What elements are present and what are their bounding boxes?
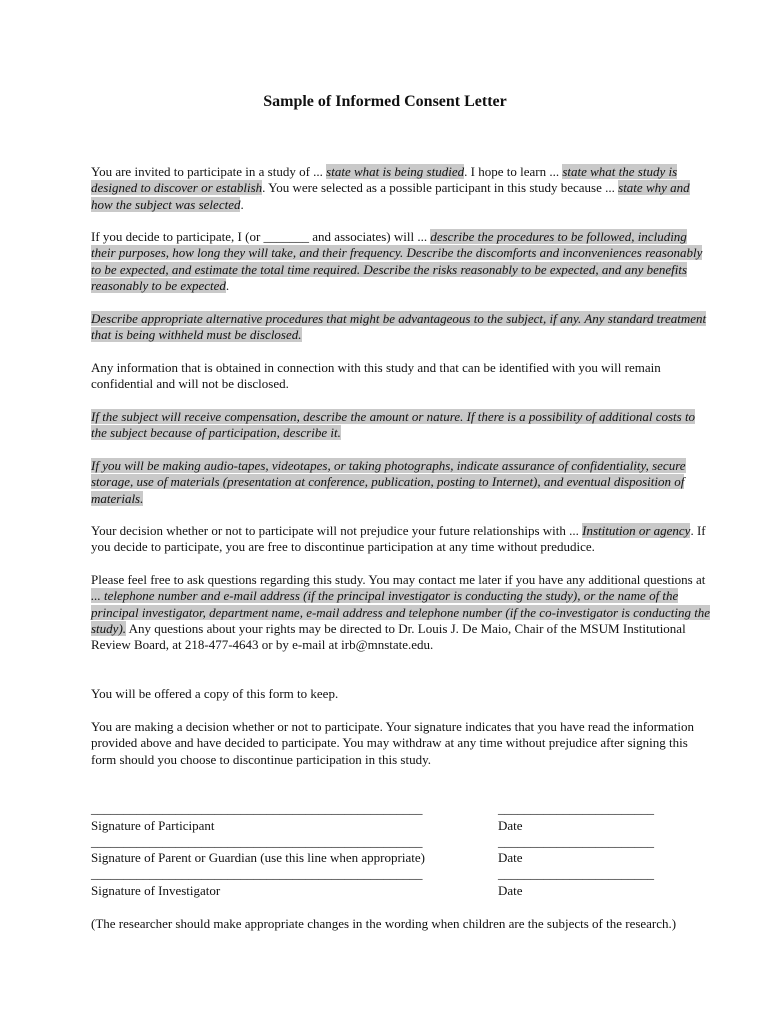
signature-line-investigator: ___________________________________________________	[91, 866, 423, 881]
placeholder-highlight: state what the study is designed to discover or establish	[91, 164, 678, 196]
text: . You were selected as a possible participant in this study because ...	[262, 180, 619, 196]
signature-line-participant: ___________________________________________________	[91, 801, 423, 816]
text: . If you decide to participate, you are free to discontinue participation at any time without predudice.	[91, 523, 706, 555]
paragraph-procedures	[91, 229, 711, 294]
paragraph-voluntary	[91, 523, 711, 556]
paragraph-copy: You will be offered a copy of this form to keep.	[91, 686, 339, 701]
text: You are invited to participate in a study of ...	[91, 164, 327, 179]
date-line-investigator: ________________________	[498, 866, 654, 881]
paragraph-researcher-note: (The researcher should make appropriate changes in the wording when children are the subjects of the research.)	[91, 916, 677, 931]
text: Please feel free to ask questions regarding this study. You may contact me later if you have any additional questions at	[91, 572, 706, 587]
paragraph-contact	[91, 572, 711, 653]
text: If you decide to participate, I (or _______ and associates) will ...	[91, 229, 431, 244]
date-label-participant: Date	[498, 818, 523, 833]
signature-label-parent: Signature of Parent or Guardian (use this line when appropriate)	[91, 850, 425, 865]
placeholder-highlight: state what is being studied	[326, 164, 465, 179]
paragraph-decision: You are making a decision whether or not to participate. Your signature indicates that you have read the information provided above and have decided to participate. You may withdraw at any time without prejudice after signing this form should you choose to discontinue participation in this study.	[91, 719, 695, 767]
placeholder-highlight: describe the procedures to be followed, including their purposes, how long they will take, and their frequency. Describe the discomforts and inconveniences reasonably to be expected, and estimate the total time required. Describe the risks reasonably to be expected, and any benefits reasonably to be expected	[91, 229, 703, 293]
date-label-parent: Date	[498, 850, 523, 865]
signature-label-participant: Signature of Participant	[91, 818, 215, 833]
date-label-investigator: Date	[498, 883, 523, 898]
placeholder-highlight: If the subject will receive compensation, describe the amount or nature. If there is a possibility of additional costs to the subject because of participation, describe it.	[91, 409, 696, 441]
date-line-participant: ________________________	[498, 801, 654, 816]
text: . I hope to learn ...	[464, 164, 563, 179]
paragraph-compensation	[91, 409, 711, 442]
signature-line-parent: ___________________________________________________	[91, 834, 423, 849]
paragraph-confidentiality: Any information that is obtained in connection with this study and that can be identified with you will remain confidential and will not be disclosed.	[91, 360, 661, 392]
paragraph-recordings	[91, 458, 711, 507]
placeholder-highlight: Describe appropriate alternative procedures that might be advantageous to the subject, if any. Any standard treatment that is being withheld must be disclosed.	[91, 311, 707, 343]
placeholder-highlight: ... telephone number and e-mail address (if the principal investigator is conducting the study), or the name of the principal investigator, department name, e-mail address and telephone number (if the co-investigator is conducting the study).	[91, 588, 711, 636]
signature-label-investigator: Signature of Investigator	[91, 883, 221, 898]
text: Your decision whether or not to participate will not prejudice your future relationships with ...	[91, 523, 583, 538]
document-title: Sample of Informed Consent Letter	[263, 93, 507, 110]
paragraph-study-purpose	[91, 164, 711, 213]
text: .	[240, 196, 244, 212]
paragraph-alternatives	[91, 311, 711, 344]
placeholder-highlight: Institution or agency	[582, 523, 691, 538]
date-line-parent: ________________________	[498, 834, 654, 849]
text: Any questions about your rights may be directed to Dr. Louis J. De Maio, Chair of the MSUM Institutional Review Board, at 218-477-4643 or by e-mail at irb@mnstate.edu.	[91, 620, 686, 653]
placeholder-highlight: state why and how the subject was selected	[91, 180, 690, 212]
text: .	[225, 277, 230, 293]
placeholder-highlight: If you will be making audio-tapes, videotapes, or taking photographs, indicate assurance of confidentiality, secure storage, use of materials (presentation at conference, publication, posting to Internet), and eventual disposition of materials.	[91, 458, 686, 506]
